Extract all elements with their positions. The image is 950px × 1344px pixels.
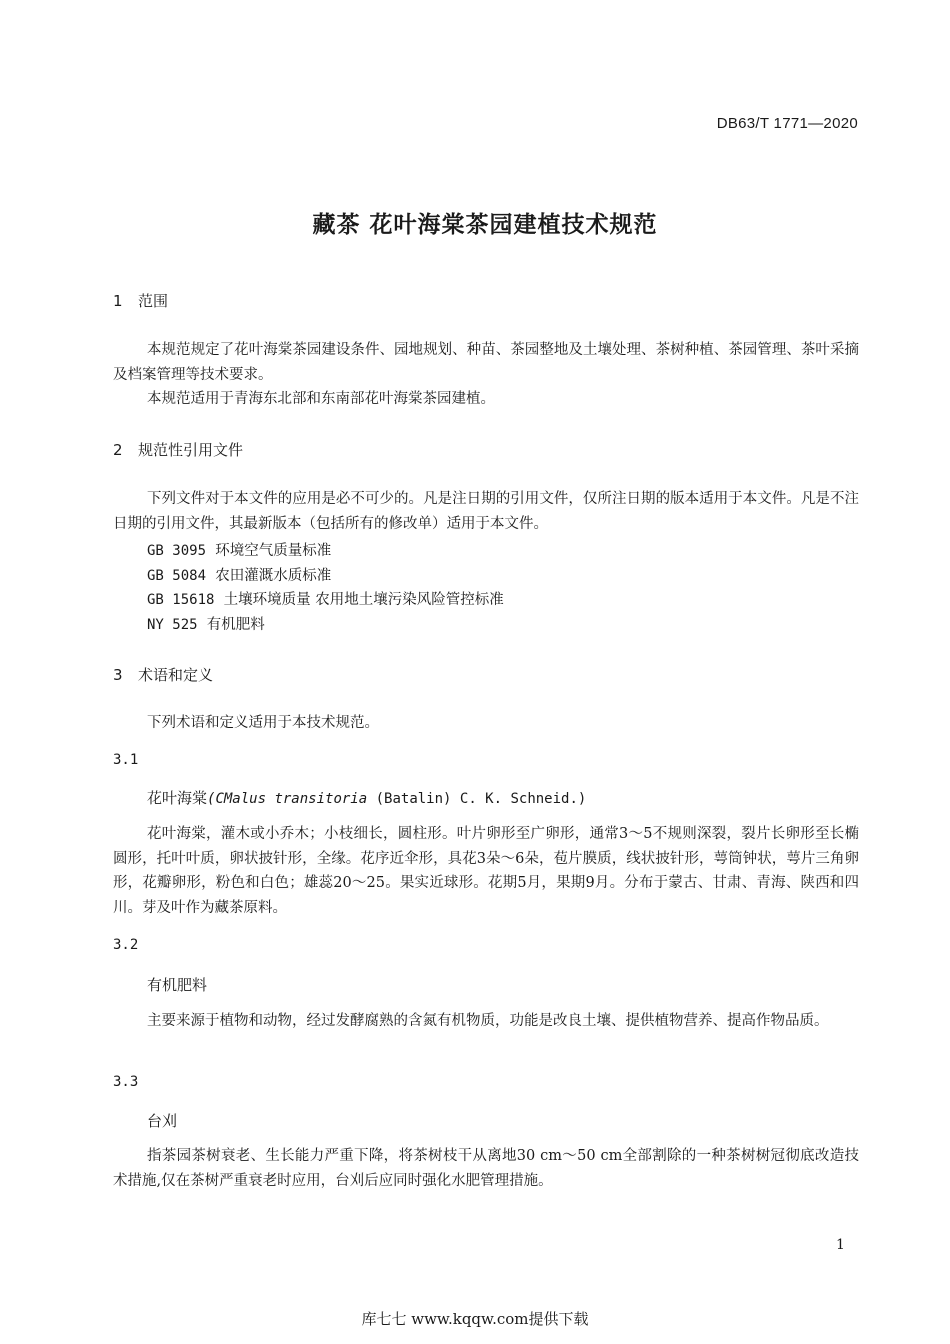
reference-item — [147, 588, 504, 609]
reference-item — [147, 564, 331, 585]
reference-code: GB 3095 — [147, 543, 207, 559]
term-definition: 主要来源于植物和动物，经过发酵腐熟的含氮有机物质，功能是改良土壤、提供植物营养、提高作物品质。 — [147, 1013, 829, 1029]
reference-title: 有机肥料 — [206, 617, 265, 633]
subsection-number: 3.1 — [113, 752, 139, 768]
section-title: 范围 — [138, 292, 169, 310]
term-heading — [147, 1110, 177, 1131]
paragraph: 下列文件对于本文件的应用是必不可少的。凡是注日期的引用文件，仅所注日期的版本适用于本文件。凡是不注日期的引用文件，其最新版本（包括所有的修改单）适用于本文件。 — [113, 491, 859, 532]
page-number: 1 — [836, 1237, 845, 1253]
paragraph: 下列术语和定义适用于本技术规范。 — [147, 715, 379, 731]
reference-item — [147, 539, 331, 560]
section-number: 3 — [113, 666, 123, 684]
section-number: 2 — [113, 441, 123, 459]
term-name: 有机肥料 — [147, 976, 208, 994]
reference-code: GB 15618 — [147, 592, 215, 608]
section-2-heading — [113, 439, 243, 460]
reference-title: 环境空气质量标准 — [215, 543, 332, 559]
subsection-number: 3.3 — [113, 1074, 139, 1090]
paragraph: 本规范适用于青海东北部和东南部花叶海棠茶园建植。 — [147, 391, 495, 407]
term-definition: 花叶海棠，灌木或小乔木；小枝细长，圆柱形。叶片卵形至广卵形，通常3～5不规则深裂，裂片长卵形至长椭圆形，托叶叶质，卵状披针形，全缘。花序近伞形，具花3朵～6朵，苞片膜质，线状披针形，萼筒钟状，萼片三角卵形，花瓣卵形，粉色和白色；雄蕊20～25。果实近球形。花期5月，果期9月。分布于蒙古、甘肃、青海、陕西和四川。芽及叶作为藏茶原料。 — [113, 826, 859, 916]
term-latin-name: (CMalus transitoria — [207, 791, 368, 807]
term-name: 台刈 — [147, 1112, 178, 1130]
term-heading — [147, 787, 586, 808]
section-3-heading — [113, 664, 213, 685]
section-1-heading — [113, 290, 168, 311]
term-name: 花叶海棠 — [147, 789, 208, 807]
reference-title: 土壤环境质量 农用地土壤污染风险管控标准 — [223, 592, 504, 608]
subsection-number: 3.2 — [113, 937, 139, 953]
document-title: 藏茶 花叶海棠茶园建植技术规范 — [312, 212, 658, 238]
section-title: 术语和定义 — [138, 666, 214, 684]
section-number: 1 — [113, 292, 123, 310]
term-heading — [147, 974, 207, 995]
standard-number: DB63/T 1771—2020 — [716, 115, 858, 132]
term-latin-authority: (Batalin) C. K. Schneid.) — [367, 791, 587, 807]
reference-code: NY 525 — [147, 617, 198, 633]
footer-watermark: 库七七 www.kqqw.com提供下载 — [361, 1310, 589, 1328]
section-title: 规范性引用文件 — [138, 441, 244, 459]
term-definition: 指茶园茶树衰老、生长能力严重下降，将茶树枝干从离地30 cm～50 cm全部割除的一种茶树树冠彻底改造技术措施,仅在茶树严重衰老时应用，台刈后应同时强化水肥管理措施。 — [113, 1148, 859, 1189]
reference-title: 农田灌溉水质标准 — [215, 568, 332, 584]
paragraph: 本规范规定了花叶海棠茶园建设条件、园地规划、种苗、茶园整地及土壤处理、茶树种植、茶园管理、茶叶采摘及档案管理等技术要求。 — [113, 342, 859, 383]
reference-code: GB 5084 — [147, 568, 207, 584]
reference-item — [147, 613, 265, 634]
